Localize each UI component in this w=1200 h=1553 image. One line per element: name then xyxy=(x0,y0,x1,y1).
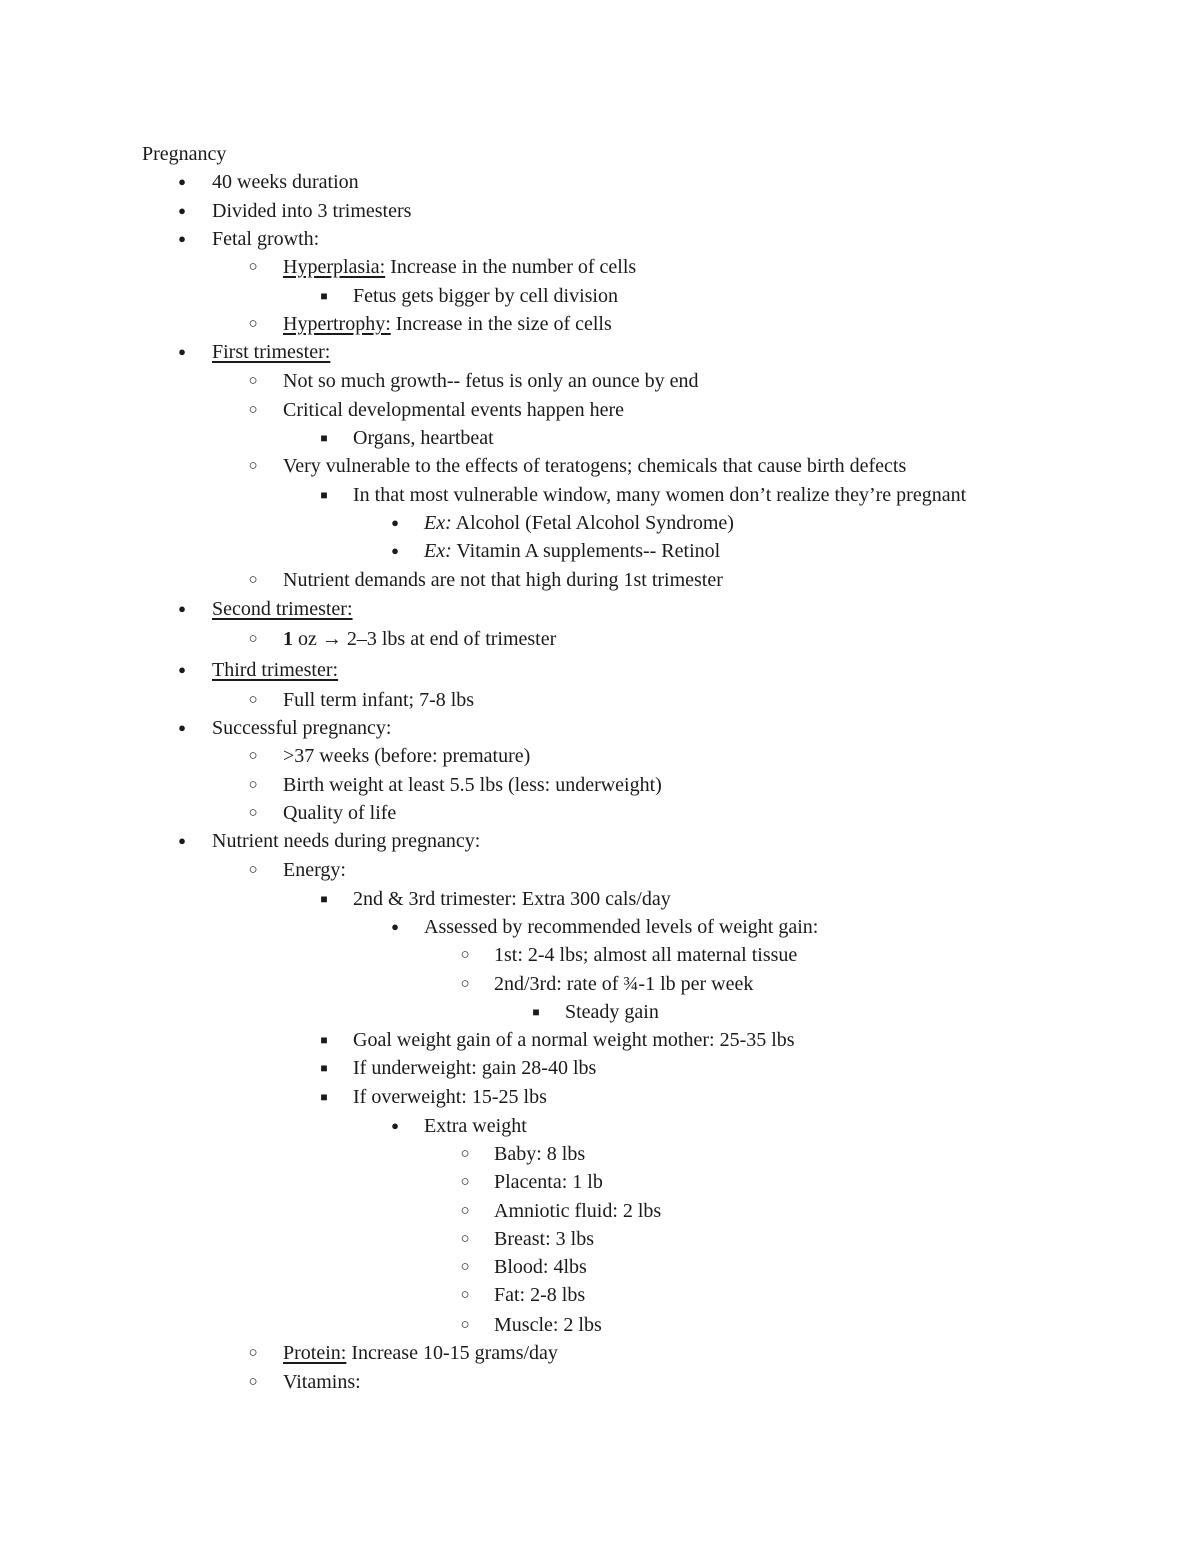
bullet-circle-icon xyxy=(243,625,263,653)
list-item-text xyxy=(283,310,612,338)
list-item-text: Amniotic fluid: 2 lbs xyxy=(494,1200,662,1222)
definition-text: Increase in the size of cells xyxy=(390,313,612,335)
bullet-circle-icon xyxy=(455,1253,475,1281)
bullet-circle-icon xyxy=(243,1339,263,1367)
list-item-text xyxy=(283,253,636,281)
bullet-disc-icon xyxy=(172,595,192,623)
list-item-text: If overweight: 15-25 lbs xyxy=(353,1086,547,1108)
bullet-square-icon xyxy=(314,1054,334,1082)
term-hyperplasia: Hyperplasia: xyxy=(283,256,386,278)
bullet-circle-icon xyxy=(243,310,263,338)
bullet-disc-icon xyxy=(172,197,192,225)
list-item-text: 40 weeks duration xyxy=(212,171,359,193)
bullet-circle-icon xyxy=(243,566,263,594)
list-item-text: 2nd/3rd: rate of ¾-1 lb per week xyxy=(494,973,754,995)
term-hypertrophy: Hypertrophy: xyxy=(283,313,391,335)
bullet-circle-icon xyxy=(243,771,263,799)
example-label: Ex: xyxy=(424,540,452,562)
bullet-circle-icon xyxy=(455,1225,475,1253)
list-item-text: Very vulnerable to the effects of teratogens; chemicals that cause birth defects xyxy=(283,455,907,477)
list-item-text: 2nd & 3rd trimester: Extra 300 cals/day xyxy=(353,888,671,910)
list-item-text: >37 weeks (before: premature) xyxy=(283,745,531,767)
bullet-circle-icon xyxy=(243,396,263,424)
example-text: Alcohol (Fetal Alcohol Syndrome) xyxy=(451,512,734,534)
example-text: Vitamin A supplements-- Retinol xyxy=(451,540,721,562)
bold-number: 1 xyxy=(283,628,293,650)
list-item-text xyxy=(283,1339,558,1367)
bullet-circle-icon xyxy=(455,1197,475,1225)
list-item-text: Quality of life xyxy=(283,802,397,824)
section-heading-second-trimester: Second trimester: xyxy=(212,598,353,620)
list-item-text-rest: oz → 2–3 lbs at end of trimester xyxy=(293,628,557,650)
list-item-text: Full term infant; 7-8 lbs xyxy=(283,689,475,711)
list-item-text: Muscle: 2 lbs xyxy=(494,1314,602,1336)
bullet-square-icon xyxy=(314,1083,334,1111)
list-item-text: 1st: 2-4 lbs; almost all maternal tissue xyxy=(494,944,798,966)
list-item-text: Placenta: 1 lb xyxy=(494,1171,603,1193)
list-item-text: Fetus gets bigger by cell division xyxy=(353,285,618,307)
list-item-text: Vitamins: xyxy=(283,1371,361,1393)
list-item-text: Critical developmental events happen here xyxy=(283,399,624,421)
list-item-text: Breast: 3 lbs xyxy=(494,1228,594,1250)
bullet-circle-icon xyxy=(243,452,263,480)
definition-text: Increase 10-15 grams/day xyxy=(346,1342,558,1364)
list-item-text: Fat: 2-8 lbs xyxy=(494,1284,586,1306)
list-item-text: Successful pregnancy: xyxy=(212,717,392,739)
bullet-circle-icon xyxy=(455,1311,475,1339)
bullet-disc-icon xyxy=(385,1112,405,1140)
bullet-square-icon xyxy=(314,282,334,310)
list-item-text: If underweight: gain 28-40 lbs xyxy=(353,1057,597,1079)
bullet-disc-icon xyxy=(385,537,405,565)
bullet-circle-icon xyxy=(455,941,475,969)
bullet-circle-icon xyxy=(243,253,263,281)
list-item-text: Assessed by recommended levels of weight gain: xyxy=(424,916,819,938)
definition-text: Increase in the number of cells xyxy=(385,256,637,278)
list-item-text: Blood: 4lbs xyxy=(494,1256,587,1278)
document-title: Pregnancy xyxy=(142,143,227,165)
bullet-circle-icon xyxy=(243,1368,263,1396)
bullet-disc-icon xyxy=(172,225,192,253)
bullet-disc-icon xyxy=(172,827,192,855)
bullet-square-icon xyxy=(314,1026,334,1054)
list-item-text: In that most vulnerable window, many women don’t realize they’re pregnant xyxy=(353,484,967,506)
bullet-disc-icon xyxy=(385,913,405,941)
bullet-circle-icon xyxy=(455,970,475,998)
bullet-circle-icon xyxy=(243,742,263,770)
list-item-text: Not so much growth-- fetus is only an ounce by end xyxy=(283,370,699,392)
bullet-square-icon xyxy=(526,998,546,1026)
list-item-text xyxy=(424,509,734,537)
list-item-text: Divided into 3 trimesters xyxy=(212,200,412,222)
list-item-text: Steady gain xyxy=(565,1001,659,1023)
bullet-disc-icon xyxy=(172,714,192,742)
section-heading-third-trimester: Third trimester: xyxy=(212,659,339,681)
bullet-circle-icon xyxy=(243,856,263,884)
list-item-text xyxy=(283,625,556,653)
list-item-text: Nutrient demands are not that high during 1st trimester xyxy=(283,569,723,591)
bullet-disc-icon xyxy=(172,338,192,366)
list-item-text: Energy: xyxy=(283,859,346,881)
bullet-square-icon xyxy=(314,481,334,509)
list-item-text: Birth weight at least 5.5 lbs (less: underweight) xyxy=(283,774,662,796)
bullet-square-icon xyxy=(314,885,334,913)
bullet-disc-icon xyxy=(385,509,405,537)
list-item-text: Goal weight gain of a normal weight mother: 25-35 lbs xyxy=(353,1029,795,1051)
bullet-circle-icon xyxy=(243,686,263,714)
list-item-text: Nutrient needs during pregnancy: xyxy=(212,830,481,852)
bullet-circle-icon xyxy=(455,1281,475,1309)
bullet-circle-icon xyxy=(455,1168,475,1196)
section-heading-first-trimester: First trimester: xyxy=(212,341,331,363)
list-item-text: Extra weight xyxy=(424,1115,527,1137)
list-item-text: Organs, heartbeat xyxy=(353,427,494,449)
list-item-text: Baby: 8 lbs xyxy=(494,1143,586,1165)
bullet-square-icon xyxy=(314,424,334,452)
bullet-circle-icon xyxy=(243,799,263,827)
list-item-text xyxy=(424,537,720,565)
bullet-circle-icon xyxy=(243,367,263,395)
bullet-disc-icon xyxy=(172,656,192,684)
term-protein: Protein: xyxy=(283,1342,347,1364)
bullet-circle-icon xyxy=(455,1140,475,1168)
example-label: Ex: xyxy=(424,512,452,534)
list-item-text: Fetal growth: xyxy=(212,228,320,250)
bullet-disc-icon xyxy=(172,168,192,196)
